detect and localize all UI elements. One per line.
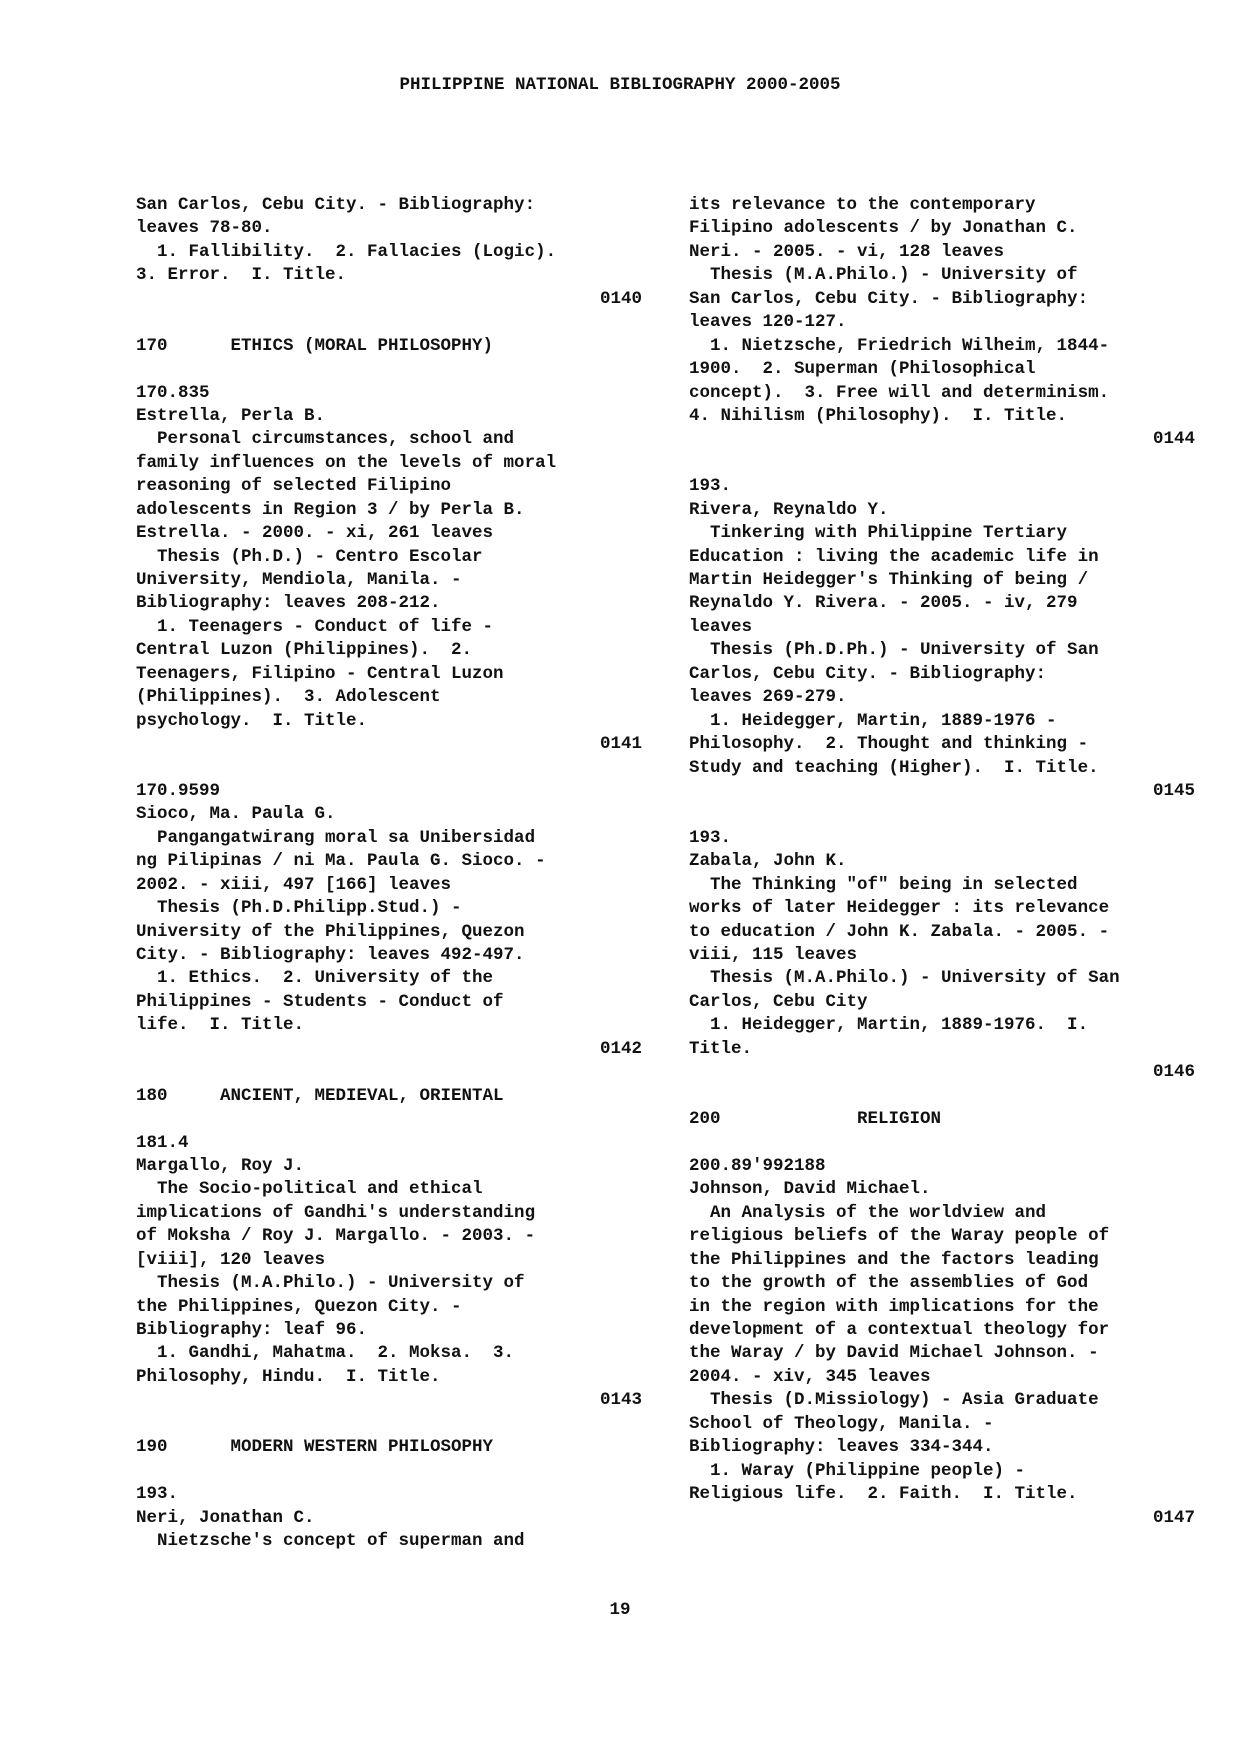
entry-number: 0141 (599, 734, 642, 755)
text-line: Carlos, Cebu City (689, 991, 868, 1012)
text-line: 170.9599 (136, 780, 221, 801)
text-line (136, 757, 642, 780)
section-heading: 170 ETHICS (MORAL PHILOSOPHY) (136, 335, 494, 356)
text-line: reasoning of selected Filipino (136, 476, 452, 497)
text-line: Thesis (M.A.Philo.) - University of (689, 265, 1078, 286)
text-line: leaves 120-127. (689, 312, 847, 333)
text-line: Estrella. - 2000. - xi, 261 leaves (136, 523, 494, 544)
text-line: viii, 115 leaves (689, 945, 858, 965)
text-line: development of a contextual theology for (689, 1320, 1110, 1340)
text-line: family influences on the levels of moral (136, 452, 557, 473)
text-line: Margallo, Roy J. (136, 1155, 305, 1176)
text-line: religious beliefs of the Waray people of (689, 1226, 1110, 1247)
text-line: Thesis (M.A.Philo.) - University of (136, 1273, 525, 1294)
entry-number: 0146 (1152, 1062, 1195, 1083)
text-line: Zabala, John K. (689, 851, 847, 872)
text-line: Philosophy. 2. Thought and thinking - (689, 734, 1089, 755)
text-line: 1. Nietzsche, Friedrich Wilheim, 1844- (689, 335, 1110, 356)
text-line: Rivera, Reynaldo Y. (689, 499, 889, 520)
text-line (136, 1413, 642, 1436)
text-line: concept). 3. Free will and determinism. (689, 382, 1110, 403)
text-line: Thesis (M.A.Philo.) - University of San (689, 968, 1120, 989)
entry-number: 0140 (599, 288, 642, 309)
text-line: Tinkering with Philippine Tertiary (689, 523, 1068, 544)
text-line: 193. (689, 827, 732, 848)
text-line (689, 452, 1195, 475)
text-line: of Moksha / Roy J. Margallo. - 2003. - (136, 1226, 536, 1247)
text-line: Carlos, Cebu City. - Bibliography: (689, 663, 1047, 684)
text-line: Teenagers, Filipino - Central Luzon (136, 663, 504, 684)
text-line: to the growth of the assemblies of God (689, 1273, 1089, 1294)
text-line: the Philippines, Quezon City. - (136, 1296, 462, 1317)
text-line: 2004. - xiv, 345 leaves (689, 1366, 931, 1387)
text-line: Central Luzon (Philippines). 2. (136, 640, 473, 661)
text-line (136, 311, 642, 334)
section-heading: 180 ANCIENT, MEDIEVAL, ORIENTAL (136, 1085, 504, 1106)
text-line: Philippines - Students - Conduct of (136, 991, 504, 1012)
text-line: 3. Error. I. Title. (136, 265, 347, 286)
text-line: (Philippines). 3. Adolescent (136, 687, 441, 708)
text-line (689, 1132, 1195, 1155)
text-line: 200.89'992188 (689, 1155, 826, 1176)
text-line: Religious life. 2. Faith. I. Title. (689, 1484, 1078, 1505)
text-line: San Carlos, Cebu City. - Bibliography: (136, 195, 536, 215)
entry-number: 0142 (599, 1038, 642, 1059)
text-line: leaves 78-80. (136, 218, 273, 239)
entry-number: 0144 (1152, 429, 1195, 450)
entry-number: 0147 (1152, 1507, 1195, 1528)
page-header-title: PHILIPPINE NATIONAL BIBLIOGRAPHY 2000-2005 (399, 75, 841, 95)
text-line: Thesis (Ph.D.Ph.) - University of San (689, 640, 1099, 661)
text-line: adolescents in Region 3 / by Perla B. (136, 499, 525, 520)
text-line: 4. Nihilism (Philosophy). I. Title. (689, 405, 1068, 426)
text-line: Personal circumstances, school and (136, 429, 515, 450)
text-line: Thesis (Ph.D.) - Centro Escolar (136, 546, 483, 567)
text-line: 1. Heidegger, Martin, 1889-1976 - (689, 710, 1057, 731)
text-line: Martin Heidegger's Thinking of being / (689, 570, 1089, 590)
text-line: 1. Gandhi, Mahatma. 2. Moksa. 3. (136, 1343, 515, 1364)
text-line: 1. Fallibility. 2. Fallacies (Logic). (136, 241, 557, 262)
text-line: Pangangatwirang moral sa Unibersidad (136, 827, 536, 848)
text-line: 1. Teenagers - Conduct of life - (136, 616, 494, 637)
text-line: An Analysis of the worldview and (689, 1202, 1047, 1223)
text-line: ng Pilipinas / ni Ma. Paula G. Sioco. - (136, 851, 546, 872)
section-heading: 200 RELIGION (689, 1109, 942, 1130)
text-line: Bibliography: leaves 208-212. (136, 593, 441, 614)
text-line: 193. (136, 1484, 179, 1505)
section-heading: 190 MODERN WESTERN PHILOSOPHY (136, 1437, 494, 1458)
left-column (136, 194, 642, 1553)
text-line: San Carlos, Cebu City. - Bibliography: (689, 288, 1089, 309)
text-line: University of the Philippines, Quezon (136, 921, 525, 942)
right-column (689, 194, 1195, 1530)
text-line: Estrella, Perla B. (136, 405, 326, 426)
text-line: Johnson, David Michael. (689, 1179, 931, 1200)
text-line: School of Theology, Manila. - (689, 1413, 994, 1434)
text-line: City. - Bibliography: leaves 492-497. (136, 945, 525, 965)
entry-number: 0145 (1152, 780, 1195, 801)
text-line: Neri, Jonathan C. (136, 1507, 315, 1528)
text-line: 181.4 (136, 1132, 189, 1153)
text-line: 170.835 (136, 382, 210, 403)
text-line: works of later Heidegger : its relevance (689, 898, 1110, 919)
text-line: 1. Heidegger, Martin, 1889-1976. I. (689, 1015, 1089, 1036)
text-line: Philosophy, Hindu. I. Title. (136, 1366, 441, 1387)
text-line: Filipino adolescents / by Jonathan C. (689, 218, 1078, 239)
text-line: University, Mendiola, Manila. - (136, 570, 462, 590)
text-line: the Waray / by David Michael Johnson. - (689, 1343, 1099, 1364)
page-number: 19 (609, 1600, 631, 1620)
text-line: 1. Ethics. 2. University of the (136, 968, 494, 989)
text-line (689, 1085, 1195, 1108)
text-line: Thesis (Ph.D.Philipp.Stud.) - (136, 898, 462, 919)
text-line: Sioco, Ma. Paula G. (136, 804, 336, 825)
text-line: Bibliography: leaves 334-344. (689, 1437, 994, 1458)
text-line: leaves 269-279. (689, 687, 847, 708)
entry-number: 0143 (599, 1390, 642, 1411)
text-line (136, 358, 642, 381)
text-line: The Socio-political and ethical (136, 1179, 483, 1200)
text-line: Education : living the academic life in (689, 546, 1099, 567)
text-line: Title. (689, 1038, 753, 1059)
text-line (136, 1460, 642, 1483)
text-line: Nietzsche's concept of superman and (136, 1530, 525, 1551)
text-line: Neri. - 2005. - vi, 128 leaves (689, 241, 1005, 262)
text-line: its relevance to the contemporary (689, 195, 1036, 215)
text-line (689, 803, 1195, 826)
text-line: Study and teaching (Higher). I. Title. (689, 757, 1099, 778)
text-line: leaves (689, 616, 753, 637)
text-line: 2002. - xiii, 497 [166] leaves (136, 874, 452, 895)
text-line: implications of Gandhi's understanding (136, 1202, 536, 1223)
text-line: in the region with implications for the (689, 1296, 1099, 1317)
text-line: 1. Waray (Philippine people) - (689, 1460, 1026, 1481)
text-line: Reynaldo Y. Rivera. - 2005. - iv, 279 (689, 593, 1078, 614)
text-line (136, 1108, 642, 1131)
text-line: to education / John K. Zabala. - 2005. - (689, 921, 1110, 942)
text-line: 193. (689, 476, 732, 497)
text-line (136, 1061, 642, 1084)
text-line: life. I. Title. (136, 1015, 305, 1036)
text-line: the Philippines and the factors leading (689, 1249, 1099, 1270)
text-line: The Thinking "of" being in selected (689, 874, 1078, 895)
text-line: Thesis (D.Missiology) - Asia Graduate (689, 1390, 1099, 1411)
text-line: psychology. I. Title. (136, 710, 368, 731)
text-line: 1900. 2. Superman (Philosophical (689, 359, 1036, 380)
text-line: [viii], 120 leaves (136, 1249, 326, 1270)
text-line: Bibliography: leaf 96. (136, 1320, 368, 1340)
